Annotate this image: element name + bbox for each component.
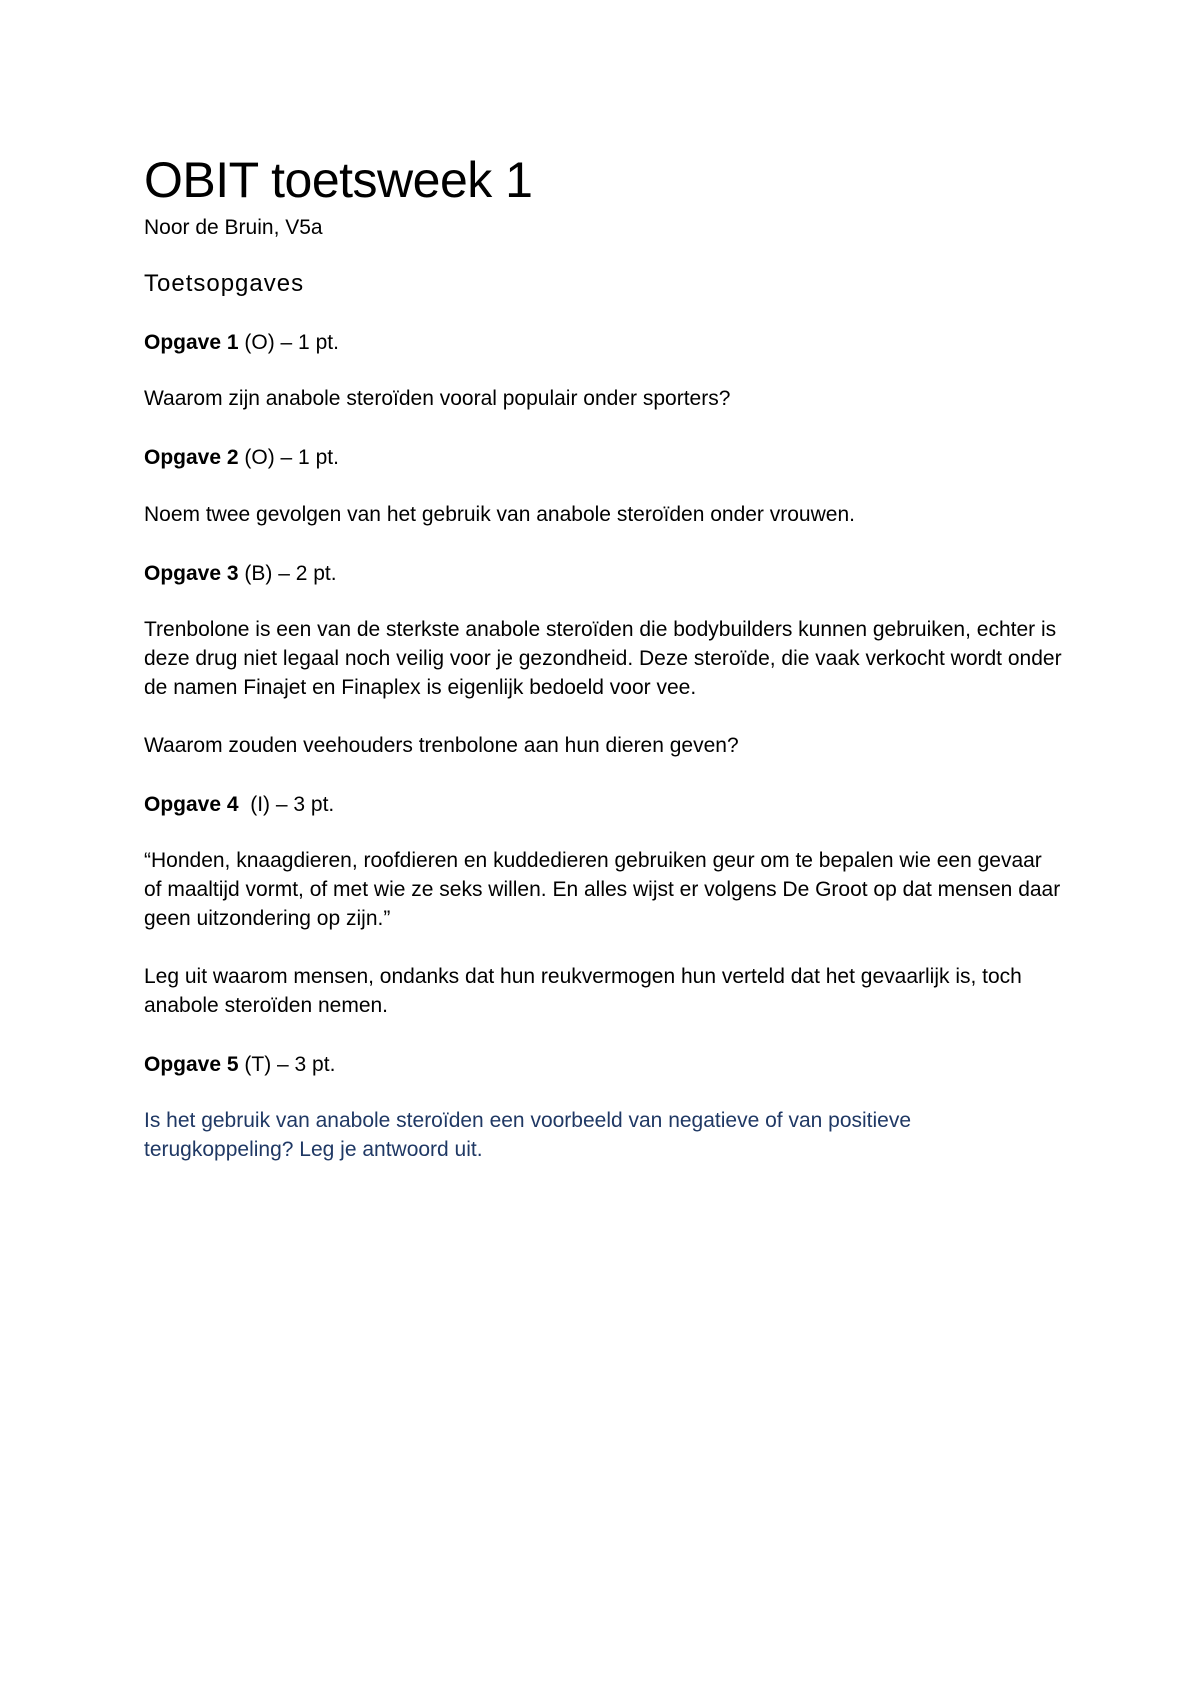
task-meta: (B) – 2 pt.	[238, 561, 337, 585]
task-meta: (T) – 3 pt.	[238, 1052, 336, 1076]
task-heading-4	[144, 791, 1064, 818]
task-meta: (O) – 1 pt.	[238, 446, 339, 470]
document-author: Noor de Bruin, V5a	[144, 216, 323, 239]
document-page	[144, 150, 1064, 1165]
task-context: Trenbolone is een van de sterkste anabole steroïden die bodybuilders kunnen gebruiken, echter is deze drug niet legaal noch veilig voor je gezondheid. Deze steroïde, die vaak verkocht wordt onder de namen Finajet en Finaplex is eigenlijk bedoeld voor vee.	[144, 617, 1062, 699]
task-label: Opgave 1	[144, 330, 239, 354]
task-heading-2	[144, 444, 1064, 471]
task-meta: (I) – 3 pt.	[238, 792, 335, 816]
task-quote: “Honden, knaagdieren, roofdieren en kuddedieren gebruiken geur om te bepalen wie een gevaar of maaltijd vormt, of met wie ze seks willen. En alles wijst er volgens De Groot op dat mensen daar geen uitzondering op zijn.”	[144, 848, 1061, 930]
task-heading-3	[144, 560, 1064, 587]
task-meta: (O) – 1 pt.	[238, 330, 339, 354]
task-heading-1	[144, 329, 1064, 356]
task-label: Opgave 3	[144, 561, 239, 585]
task-question: Waarom zijn anabole steroïden vooral populair onder sporters?	[144, 387, 731, 411]
task-heading-5	[144, 1051, 1064, 1078]
task-question: Noem twee gevolgen van het gebruik van anabole steroïden onder vrouwen.	[144, 502, 855, 526]
task-label: Opgave 5	[144, 1052, 239, 1076]
section-heading: Toetsopgaves	[144, 270, 305, 298]
task-question: Leg uit waarom mensen, ondanks dat hun reukvermogen hun verteld dat het gevaarlijk is, toch anabole steroïden nemen.	[144, 964, 1022, 1017]
task-label: Opgave 4	[144, 792, 239, 816]
task-label: Opgave 2	[144, 446, 239, 470]
task-question: Waarom zouden veehouders trenbolone aan hun dieren geven?	[144, 733, 739, 757]
task-question: Is het gebruik van anabole steroïden een voorbeeld van negatieve of van positieve terugkoppeling? Leg je antwoord uit.	[144, 1109, 912, 1162]
document-title: OBIT toetsweek 1	[144, 152, 533, 208]
